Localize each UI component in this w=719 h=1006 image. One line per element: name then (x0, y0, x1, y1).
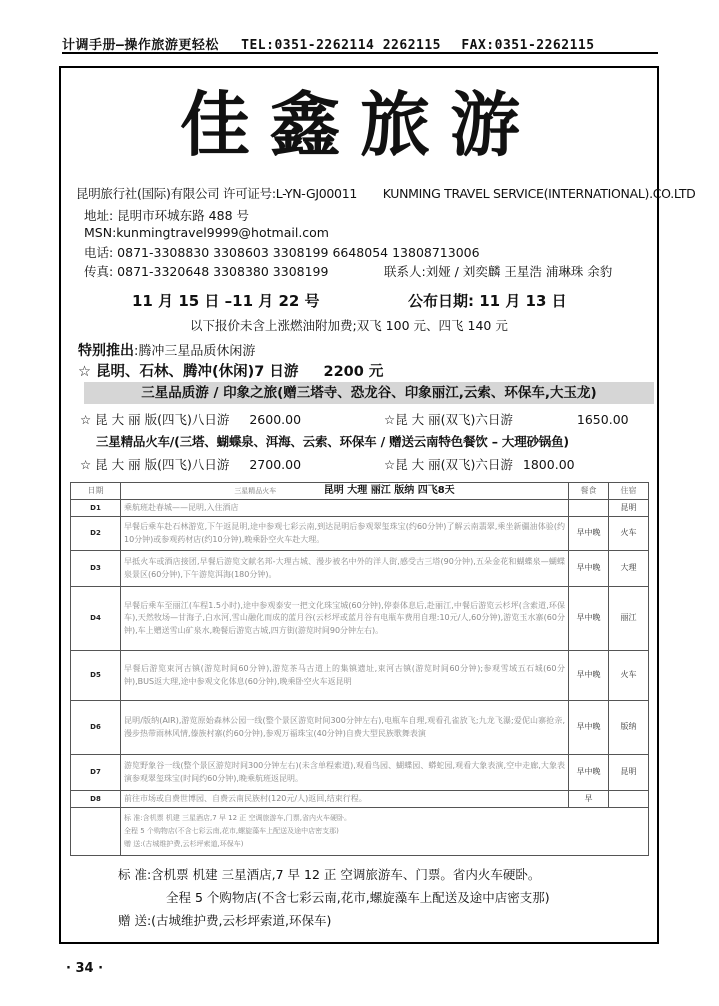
company-msn: MSN:kunmingtravel9999@hotmail.com (84, 225, 329, 240)
special-offer (78, 340, 255, 360)
header-route-text: 昆明 大理 丽江 版纳 四飞8天 (323, 485, 455, 497)
meal-cell: 早 (569, 791, 609, 808)
meal-cell: 早中晚 (569, 587, 609, 651)
header-stay: 住宿 (609, 483, 649, 500)
desc-cell: 早抵火车或酒店接团,早餐后游览文献名邦-大理古城、漫步被名中外的洋人街,感受古三塔(90分钟),五朵金花和蝴蝶泉—蝴蝶泉景区(60分钟),下午游览洱海(180分钟)。 (121, 551, 569, 587)
meal-cell: 早中晚 (569, 551, 609, 587)
day-cell: D3 (71, 551, 121, 587)
empty-cell (71, 808, 121, 856)
bottom-standard: 标 准:含机票 机建 三星酒店,7 早 12 正 空调旅游车、门票。省内火车硬卧。 (118, 867, 541, 882)
meal-cell: 早中晚 (569, 701, 609, 755)
stay-cell (609, 791, 649, 808)
page-number: · 34 · (66, 961, 104, 976)
bottom-gift: 赠 送:(古城维护费,云杉坪索道,环保车) (118, 913, 332, 928)
train-tour-title: 三星精品火车/(三塔、蝴蝶泉、洱海、云索、环保车 / 赠送云南特色餐饮 – 大理砂锅鱼) (96, 434, 569, 449)
day-cell: D6 (71, 701, 121, 755)
standard-text: 标 准:含机票 机建 三星酒店,7 早 12 正 空调旅游车,门票,省内火车硬卧。 (124, 813, 351, 822)
price-label: ☆ 昆 大 丽 版(四飞)八日游 (80, 412, 230, 427)
desc-cell: 早餐后乘车赴石林游览,下午返昆明,途中参观七彩云南,到达昆明后参观翠玺珠宝(约60分钟)了解云南翡翠,乘坐新疆油体验(约10分钟)或参观药材店(约10分钟),晚乘卧空火车赴大理。 (121, 517, 569, 551)
day-cell: D4 (71, 587, 121, 651)
desc-cell: 前往市场或自费世博园、自费云南民族村(120元/人)返回,结束行程。 (121, 791, 569, 808)
company-phone: 电话: 0871-3308830 3308603 3308199 6648054 13808713006 (84, 245, 480, 260)
publish-date: 公布日期: 11 月 13 日 (408, 292, 567, 310)
desc-cell: 游览野象谷一线(整个景区游览时间300分钟左右)(未含单程索道),观看鸟园、蝴蝶园、蟒蛇园,观看大象表演,空中走廊,大象表演参观翠玺珠宝(时间约60分钟),晚乘航班返昆明。 (121, 755, 569, 791)
table-row (71, 587, 649, 651)
stay-cell: 昆明 (609, 500, 649, 517)
price-line-four-fly-2 (80, 455, 301, 473)
header-meal: 餐食 (569, 483, 609, 500)
price-line-four-fly-1 (80, 410, 301, 428)
special-label: 特别推出 (78, 343, 134, 359)
table-standards-row (71, 808, 649, 856)
company-en-name: KUNMING TRAVEL SERVICE(INTERNATIONAL).CO.LTD (382, 186, 696, 201)
itinerary-header-row (71, 483, 649, 500)
company-cn-name: 昆明旅行社(国际)有限公司 许可证号:L-YN-GJ00011 (76, 186, 358, 201)
table-row (71, 517, 649, 551)
fuel-surcharge-note: 以下报价未含上涨燃油附加费;双飞 100 元、四飞 140 元 (190, 318, 508, 333)
day-cell: D2 (71, 517, 121, 551)
day-cell: D7 (71, 755, 121, 791)
stay-cell: 丽江 (609, 587, 649, 651)
header-day: 日期 (71, 483, 121, 500)
price-label: ☆昆 大 丽(双飞)六日游 (384, 412, 513, 427)
table-row (71, 755, 649, 791)
table-row (71, 500, 649, 517)
featured-tour-price: 2200 元 (323, 364, 384, 380)
company-contacts: 联系人:刘娅 / 刘奕麟 王星浩 浦琳珠 余豹 (384, 264, 613, 279)
table-row (71, 651, 649, 701)
price-value: 1650.00 (576, 412, 629, 427)
stay-cell: 昆明 (609, 755, 649, 791)
day-cell: D8 (71, 791, 121, 808)
price-line-two-fly-1 (384, 410, 629, 428)
company-name-line (76, 184, 696, 202)
company-fax: 传真: 0871-3320648 3308380 3308199 (84, 264, 329, 279)
desc-cell: 乘航班赴春城——昆明,入住酒店 (121, 500, 569, 517)
three-star-band: 三星品质游 / 印象之旅(赠三塔寺、恐龙谷、印象丽江,云索、环保车,大玉龙) (84, 382, 654, 404)
meal-cell (569, 500, 609, 517)
company-address: 地址: 昆明市环城东路 488 号 (84, 208, 249, 223)
price-value: 1800.00 (522, 457, 575, 472)
price-value: 2700.00 (249, 457, 302, 472)
featured-tour (78, 360, 383, 381)
shopping-text: 全程 5 个购物店(不含七彩云南,花市,螺旋藻车上配送及途中店密支那) (124, 826, 339, 835)
stay-cell: 火车 (609, 651, 649, 701)
stay-cell: 火车 (609, 517, 649, 551)
meal-cell: 早中晚 (569, 755, 609, 791)
header-fax: FAX:0351-2262115 (461, 38, 595, 53)
special-text: :腾冲三星品质休闲游 (134, 344, 256, 359)
company-logo: 佳鑫旅游 (180, 83, 540, 166)
standards-cell (121, 808, 649, 856)
price-label: ☆昆 大 丽(双飞)六日游 (384, 457, 513, 472)
table-row (71, 701, 649, 755)
handbook-slogan: 计调手册—操作旅游更轻松 (62, 38, 219, 53)
price-value: 2600.00 (249, 412, 302, 427)
stay-cell: 版纳 (609, 701, 649, 755)
table-row (71, 551, 649, 587)
header-route (121, 483, 569, 500)
desc-cell: 昆明/版纳(AIR),游览原始森林公园一线(整个景区游览时间300分钟左右),电瓶车自理,观看孔雀放飞;九龙飞瀑;爱伲山寨抢亲,漫步热带雨林风情,傣族村寨(约60分钟),参观万福珠宝(40分钟)自费大型民族歌舞表演 (121, 701, 569, 755)
itinerary-table (70, 482, 649, 856)
header-product: 三星精品火车 (234, 487, 277, 496)
featured-tour-title: ☆ 昆明、石林、腾冲(休闲)7 日游 (78, 364, 299, 380)
table-row (71, 791, 649, 808)
header-tel: TEL:0351-2262114 2262115 (241, 38, 441, 53)
desc-cell: 早餐后乘车至丽江(车程1.5小时),途中参观泰安一把文化珠宝城(60分钟),停泰体息后,赴丽江,中餐后游览云杉坪(含索道,环保车),天然牧场—甘海子,白水河,雪山融化而成的蓝月谷(云杉坪或蓝月谷有电瓶车费用自理:10元/人,60分钟),游览玉水寨(60分钟),车上赠送雪山矿泉水,晚餐后游览古城,四方街(游览时间90分钟左右)。 (121, 587, 569, 651)
price-label: ☆ 昆 大 丽 版(四飞)八日游 (80, 457, 230, 472)
header-bar (62, 34, 658, 54)
date-range: 11 月 15 日 –11 月 22 号 (132, 292, 320, 310)
stay-cell: 大理 (609, 551, 649, 587)
bottom-shopping: 全程 5 个购物店(不含七彩云南,花市,螺旋藻车上配送及途中店密支那) (166, 890, 550, 905)
day-cell: D5 (71, 651, 121, 701)
price-line-two-fly-2 (384, 455, 575, 473)
meal-cell: 早中晚 (569, 651, 609, 701)
gift-text: 赠 送:(古城维护费,云杉坪索道,环保车) (124, 840, 244, 849)
day-cell: D1 (71, 500, 121, 517)
desc-cell: 早餐后游览束河古镇(游览时间60分钟),游览茶马古道上的集镇遗址,束河古镇(游览时间60分钟);参观雪域五石城(60分钟),BUS返大理,途中参观文化体息(60分钟),晚乘卧空火车返昆明 (121, 651, 569, 701)
meal-cell: 早中晚 (569, 517, 609, 551)
